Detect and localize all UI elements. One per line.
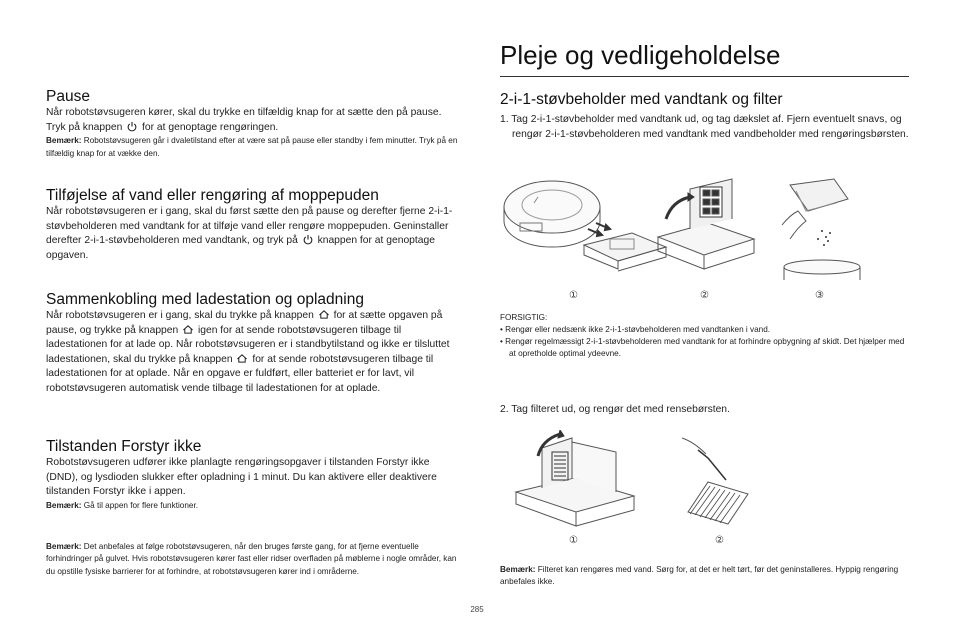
fig1-label-3: ③ xyxy=(815,290,824,301)
home-icon xyxy=(182,324,194,335)
fig2-label-2: ② xyxy=(715,535,724,546)
pause-text: Når robotstøvsugeren kører, skal du trykke en tilfældig knap for at sætte den på pause. Tryk på knappen for at genoptage rengøringen. xyxy=(46,107,442,133)
section-dnd xyxy=(46,438,458,512)
emptying-dustbin-illustration xyxy=(782,179,860,280)
section-dock xyxy=(46,291,458,397)
bottom-note: Bemærk: Det anbefales at følge robotstøvsugeren, når den bruges første gang, for at fjerne eventuelle forhindringer på gulvet. Hvis robotstøvsugeren kører fast eller ridser overfladen på møblerne i nogle områder, kan du opstille fysiske barrierer for at forhindre, at robotstøvsugeren kører ind i områderne. xyxy=(46,542,457,576)
dock-heading: Sammenkobling med ladestation og opladning xyxy=(46,291,364,308)
dnd-note: Bemærk: Gå til appen for flere funktioner. xyxy=(46,500,199,510)
dock-text: Når robotstøvsugeren er i gang, skal du trykke på knappen for at sætte opgaven på pause, og trykke på knappen igen for at sende robotstøvsugeren tilbage til ladestationen for at lade op. Når robotstøvsugeren er i standbytilstand og ikke er tilsluttet ladestationen, skal du trykke på knappen for at sende robotstøvsugeren tilbage til ladestationen for at oplade. Når en opgave er fuldført, eller batteriet er for lavt, vil robotstøvsugeren automatisk vende tilbage til ladestationen for at oplade. xyxy=(46,310,450,394)
fig2-label-1: ① xyxy=(569,535,578,546)
water-heading: Tilføjelse af vand eller rengøring af moppepuden xyxy=(46,187,379,204)
home-icon xyxy=(318,309,330,320)
fig1-label-2: ② xyxy=(700,290,709,301)
dnd-text: Robotstøvsugeren udfører ikke planlagte rengøringsopgaver i tilstanden Forstyr ikke (DND), og lysdioden slukker efter opladning i 1 minut. Du kan aktivere eller deaktivere tilstanden Forstyr ikke i appen. xyxy=(46,457,437,498)
page-number: 285 xyxy=(470,605,484,614)
dustbin-filter-removal-illustration xyxy=(516,430,634,526)
list-item: • Rengør regelmæssigt 2-i-1-støvbeholderen med vandtank for at forhindre opbygning af skidt. Det hjælper med at opretholde optimal ydeevne. xyxy=(500,337,905,359)
section-water xyxy=(46,187,458,263)
step-2: 2. Tag filteret ud, og rengør det med rensebørsten. xyxy=(500,404,730,415)
page-title: Pleje og vedligeholdelse xyxy=(500,40,781,70)
list-item: • Rengør eller nedsænk ikke 2-i-1-støvbeholderen med vandtanken i vand. xyxy=(500,325,771,335)
water-text: Når robotstøvsugeren er i gang, skal du først sætte den på pause og derefter fjerne 2-i-1-støvbeholderen med vandtank for at tilføje vand eller rengøre moppepuden. Geninstaller derefter 2-i-1-støvbeholderen med vandtank, og tryk på knappen for at genoptage opgaven. xyxy=(46,206,453,261)
power-icon xyxy=(302,234,314,245)
fig1-label-1: ① xyxy=(569,290,578,301)
step-1: 1. Tag 2-i-1-støvbeholder med vandtank ud, og tag dækslet af. Fjern eventuelt snavs, og rengør 2-i-1-støvbeholderen med vandtank med vandbeholder med rengøringsbørsten. xyxy=(500,114,909,140)
pause-note: Bemærk: Robotstøvsugeren går i dvaletilstand efter at være sat på pause eller standby i fem minutter. Tryk på en tilfældig knap for at vække den. xyxy=(46,136,458,158)
filter-illustration xyxy=(510,430,780,530)
caution-list xyxy=(500,324,910,360)
filter-brush-illustration xyxy=(682,438,748,524)
section-pause xyxy=(46,88,458,160)
section-dustbin xyxy=(500,91,910,109)
dustbin-illustration-1 xyxy=(584,233,666,271)
opened-dustbin-illustration xyxy=(658,179,754,269)
power-icon xyxy=(126,121,138,132)
title-rule xyxy=(500,76,909,77)
pause-heading: Pause xyxy=(46,88,90,105)
dustbin-illustration xyxy=(500,175,890,280)
robot-vacuum-illustration xyxy=(504,181,600,247)
caution-block xyxy=(500,312,910,360)
dnd-heading: Tilstanden Forstyr ikke xyxy=(46,438,202,455)
dustbin-heading: 2-i-1-støvbeholder med vandtank og filter xyxy=(500,91,783,108)
caution-title: FORSIGTIG: xyxy=(500,313,548,322)
arrow-illustration xyxy=(588,223,610,236)
home-icon xyxy=(236,353,248,364)
filter-note: Bemærk: Filteret kan rengøres med vand. Sørg for, at det er helt tørt, før det geninstalleres. Hyppig rengøring anbefales ikke. xyxy=(500,565,899,587)
